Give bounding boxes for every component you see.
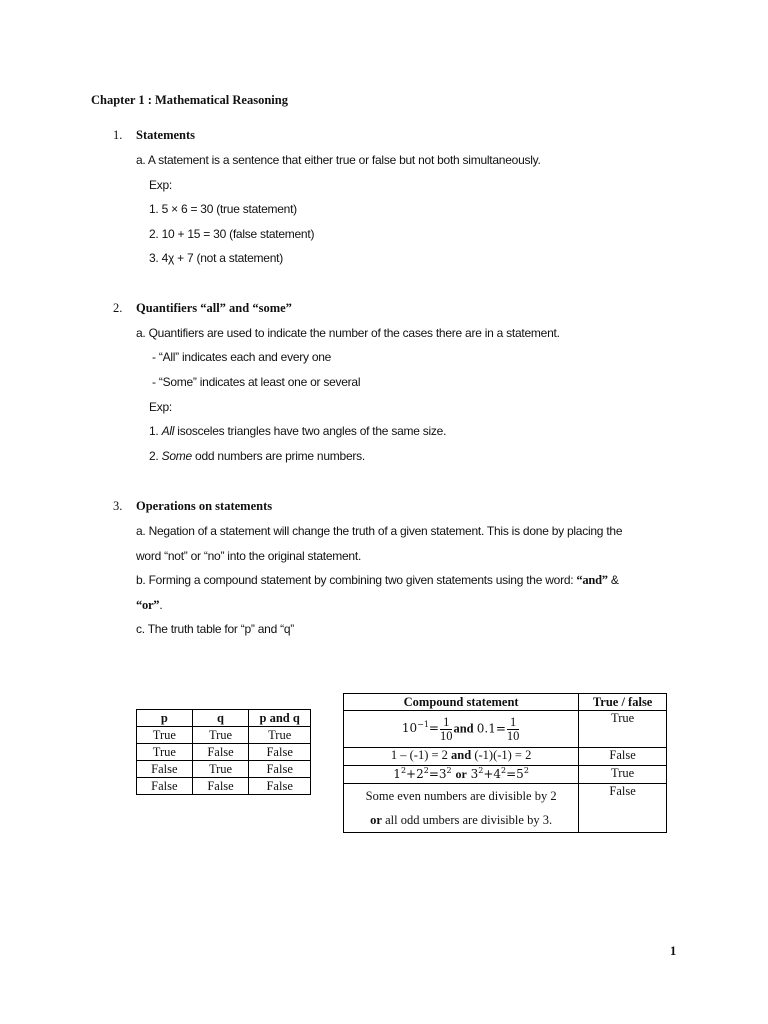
section-3-compound-line-1: b. Forming a compound statement by combining two given statements using the word: “and” & <box>136 573 619 587</box>
table-cell: True <box>579 711 667 748</box>
truth-table-header <box>137 710 311 727</box>
table-cell: False <box>137 778 193 795</box>
section-3-number: 3. <box>113 499 123 513</box>
header-p-and-q: p and q <box>249 710 311 727</box>
table-row <box>137 744 311 761</box>
compound-statement-divisible: Some even numbers are divisible by 2 or all odd umbers are divisible by 3. <box>344 784 579 833</box>
table-cell: False <box>579 748 667 766</box>
section-3-heading: Operations on statements <box>136 499 273 513</box>
section-2-bullet-all: - “All” indicates each and every one <box>152 350 332 364</box>
section-2-example-1: 1. All isosceles triangles have two angles of the same size. <box>149 424 447 438</box>
section-2-bullet-some: - “Some” indicates at least one or several <box>152 375 361 389</box>
table-cell: False <box>192 744 249 761</box>
compound-table-header <box>344 694 667 711</box>
header-true-false: True / false <box>579 694 667 711</box>
table-row <box>344 748 667 766</box>
table-row <box>137 761 311 778</box>
section-1-exp-label: Exp: <box>149 178 173 192</box>
table-cell: False <box>249 778 311 795</box>
table-row <box>344 711 667 748</box>
section-1-example-1: 1. 5 × 6 = 30 (true statement) <box>149 202 297 216</box>
table-cell: True <box>249 727 311 744</box>
header-p: p <box>137 710 193 727</box>
table-cell: True <box>192 761 249 778</box>
table-cell: False <box>192 778 249 795</box>
table-row <box>344 784 667 833</box>
table-cell: True <box>137 727 193 744</box>
header-q: q <box>192 710 249 727</box>
section-2-definition: a. Quantifiers are used to indicate the number of the cases there are in a statement. <box>136 326 560 340</box>
section-3-compound-line-2: “or”. <box>136 598 163 612</box>
section-2-example-2: 2. Some odd numbers are prime numbers. <box>149 449 365 463</box>
page-title: Chapter 1 : Mathematical Reasoning <box>91 93 288 107</box>
table-cell: False <box>579 784 667 833</box>
section-2-exp-label: Exp: <box>149 400 173 414</box>
compound-statement-squares: $1^2+2^2=3^2$ or $3^2+4^2=5^2$ <box>344 766 579 784</box>
compound-statement-negatives: 1 – (-1) = 2 and (-1)(-1) = 2 <box>344 748 579 766</box>
header-compound-statement: Compound statement <box>344 694 579 711</box>
table-cell: False <box>137 761 193 778</box>
page-number: 1 <box>670 944 677 958</box>
table-cell: False <box>249 761 311 778</box>
section-1-definition: a. A statement is a sentence that either true or false but not both simultaneously. <box>136 153 541 167</box>
section-1-number: 1. <box>113 128 123 142</box>
section-3-negation-line-1: a. Negation of a statement will change the truth of a given statement. This is done by placing the <box>136 524 623 538</box>
section-3-truth-table-intro: c. The truth table for “p” and “q” <box>136 622 295 636</box>
table-cell: False <box>249 744 311 761</box>
section-3-negation-line-2: word “not” or “no” into the original statement. <box>136 549 362 563</box>
table-row <box>137 778 311 795</box>
table-cell: True <box>192 727 249 744</box>
table-row <box>344 766 667 784</box>
section-2-number: 2. <box>113 301 123 315</box>
table-row <box>137 727 311 744</box>
section-1-heading: Statements <box>136 128 196 142</box>
section-1-example-2: 2. 10 + 15 = 30 (false statement) <box>149 227 315 241</box>
table-cell: True <box>579 766 667 784</box>
truth-table <box>136 709 311 795</box>
compound-statement-exponent: $10^{-1}=$ $\frac{1}{10}$ and 0.1= $\frac{1}{10}$ <box>344 711 579 748</box>
section-1-example-3: 3. 4χ + 7 (not a statement) <box>149 251 283 265</box>
compound-statement-table <box>343 693 667 833</box>
section-2-heading: Quantifiers “all” and “some” <box>136 301 292 315</box>
table-cell: True <box>137 744 193 761</box>
